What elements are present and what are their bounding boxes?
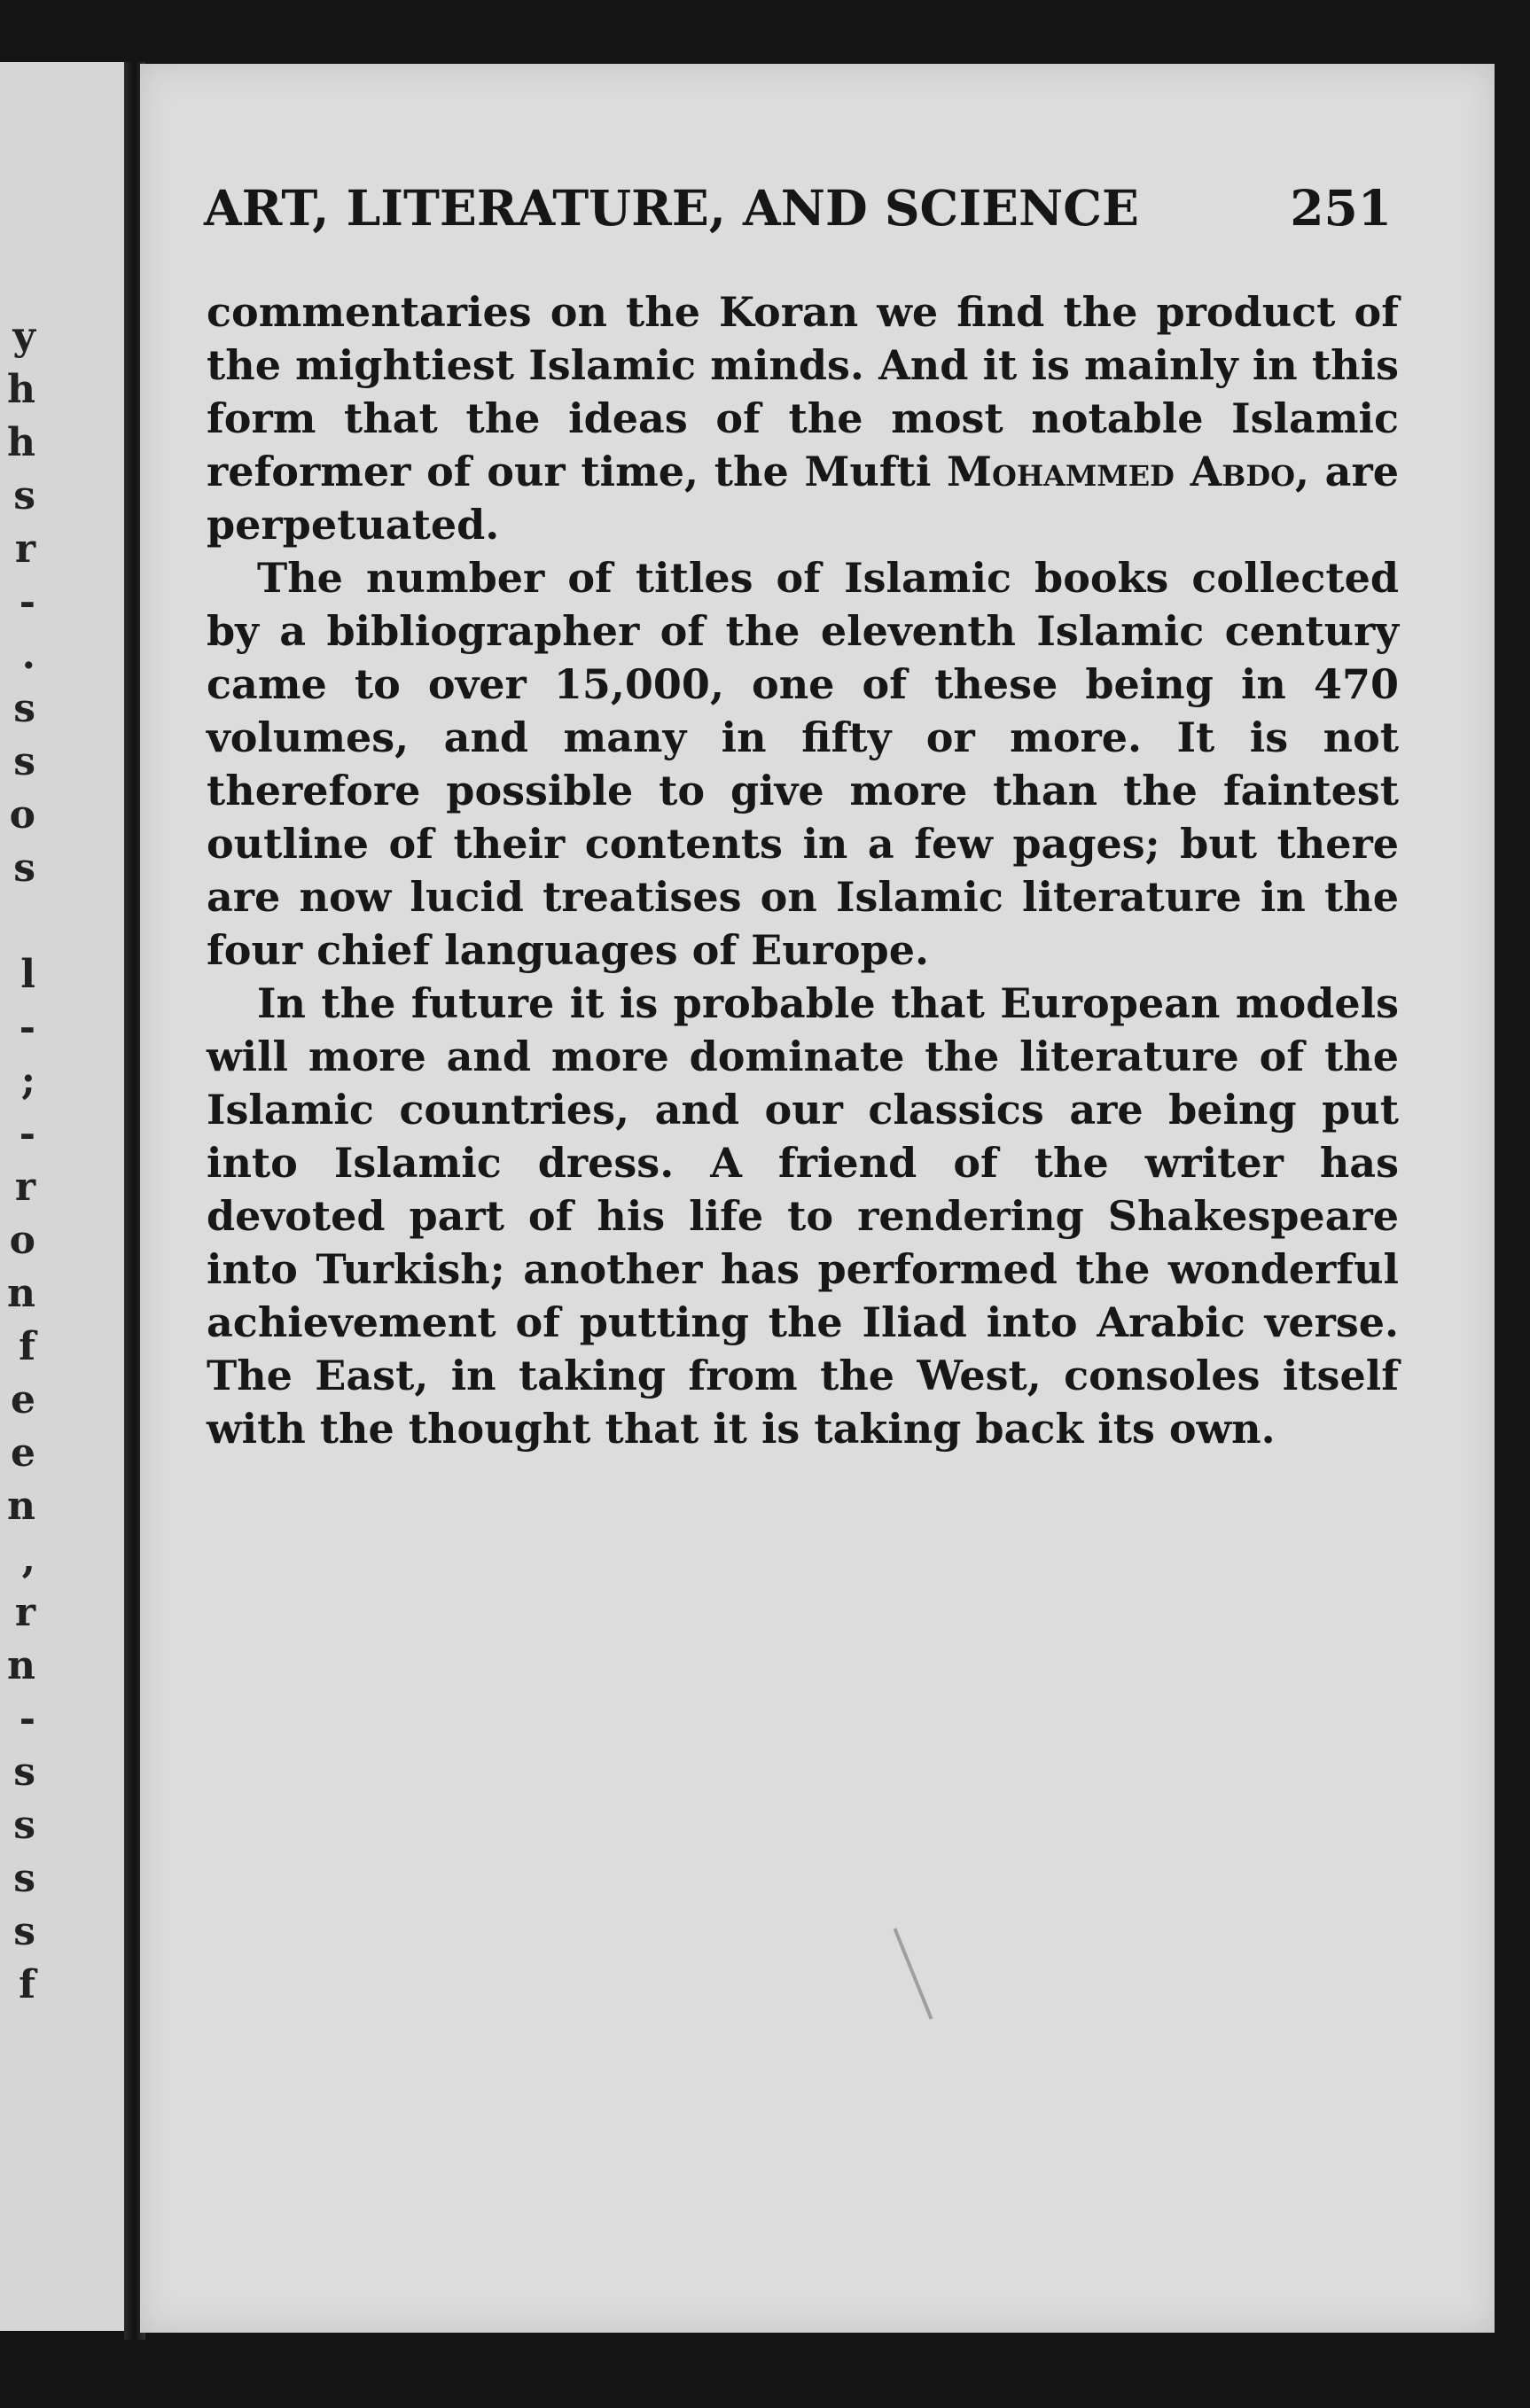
left-page-letters — [0, 310, 35, 2012]
left-edge-letter: o — [9, 792, 35, 838]
left-edge-letter: n — [7, 1271, 35, 1316]
left-edge-letter: s — [13, 1909, 35, 1954]
left-edge-letter: y — [12, 314, 35, 359]
running-head — [204, 179, 1392, 250]
left-edge-letter: o — [9, 1218, 35, 1263]
left-edge-letter: s — [13, 846, 35, 891]
left-edge-letter: - — [19, 1696, 35, 1742]
left-edge-letter: s — [13, 1750, 35, 1795]
paragraph-3: In the future it is probable that European models will more and more dominate the literature of the Islamic countries, and our classics are being put into Islamic dress. A friend of the writer has devoted part of his life to rendering Shakespeare into Turkish; another has performed the wonderful achievement of putting the Iliad into Arabic verse. The East, in taking from the West, consoles itself with the thought that it is taking back its own. — [207, 979, 1399, 1453]
paper-blemish — [894, 1928, 933, 2019]
left-edge-letter: r — [14, 526, 35, 572]
body-text — [207, 285, 1399, 1455]
left-edge-letter: - — [19, 580, 35, 625]
left-edge-letter — [0, 895, 35, 948]
left-edge-letter: r — [14, 1165, 35, 1210]
paragraph-1-text-a: commentaries on the Koran we find the product of the mightiest Islamic minds. And it is mainly in this form that the ideas of the most notable Islamic reformer of our time, the Mufti — [207, 288, 1399, 495]
page-number: 251 — [1290, 179, 1392, 237]
left-edge-letter: , — [21, 1537, 35, 1582]
left-edge-letter: r — [14, 1590, 35, 1635]
left-edge-letter: . — [21, 633, 35, 678]
left-edge-letter: s — [13, 686, 35, 731]
paragraph-1 — [207, 285, 1399, 551]
left-edge-letter: f — [19, 1962, 35, 2007]
paragraph-2: The number of titles of Islamic books collected by a bibliographer of the eleventh Islamic century came to over 15,000, one of these being in 470 volumes, and many in fifty or more. It is not therefore possible to give more than the faintest outline of their contents in a few pages; but there are now lucid treatises on Islamic literature in the four chief languages of Europe. — [207, 554, 1399, 974]
left-edge-letter: - — [19, 1111, 35, 1157]
left-edge-letter: s — [13, 739, 35, 784]
left-edge-letter: n — [7, 1643, 35, 1688]
running-head-title: ART, LITERATURE, AND SCIENCE — [204, 179, 1139, 237]
left-edge-letter: f — [19, 1324, 35, 1369]
book-page — [140, 64, 1495, 2333]
left-edge-letter: s — [13, 473, 35, 518]
left-edge-letter: s — [13, 1856, 35, 1901]
left-edge-letter: - — [19, 1005, 35, 1050]
left-page-edge — [0, 62, 124, 2331]
paragraph-1-text-b: , are perpetuated. — [207, 448, 1399, 549]
left-edge-letter: l — [20, 952, 35, 997]
left-edge-letter: h — [7, 367, 35, 412]
left-edge-letter: n — [7, 1484, 35, 1529]
left-edge-letter: s — [13, 1803, 35, 1848]
left-edge-letter: e — [11, 1430, 35, 1476]
left-edge-letter: e — [11, 1377, 35, 1422]
left-edge-letter: h — [7, 420, 35, 465]
left-edge-letter: ; — [20, 1058, 35, 1103]
mufti-name: Mohammed Abdo — [947, 448, 1295, 495]
